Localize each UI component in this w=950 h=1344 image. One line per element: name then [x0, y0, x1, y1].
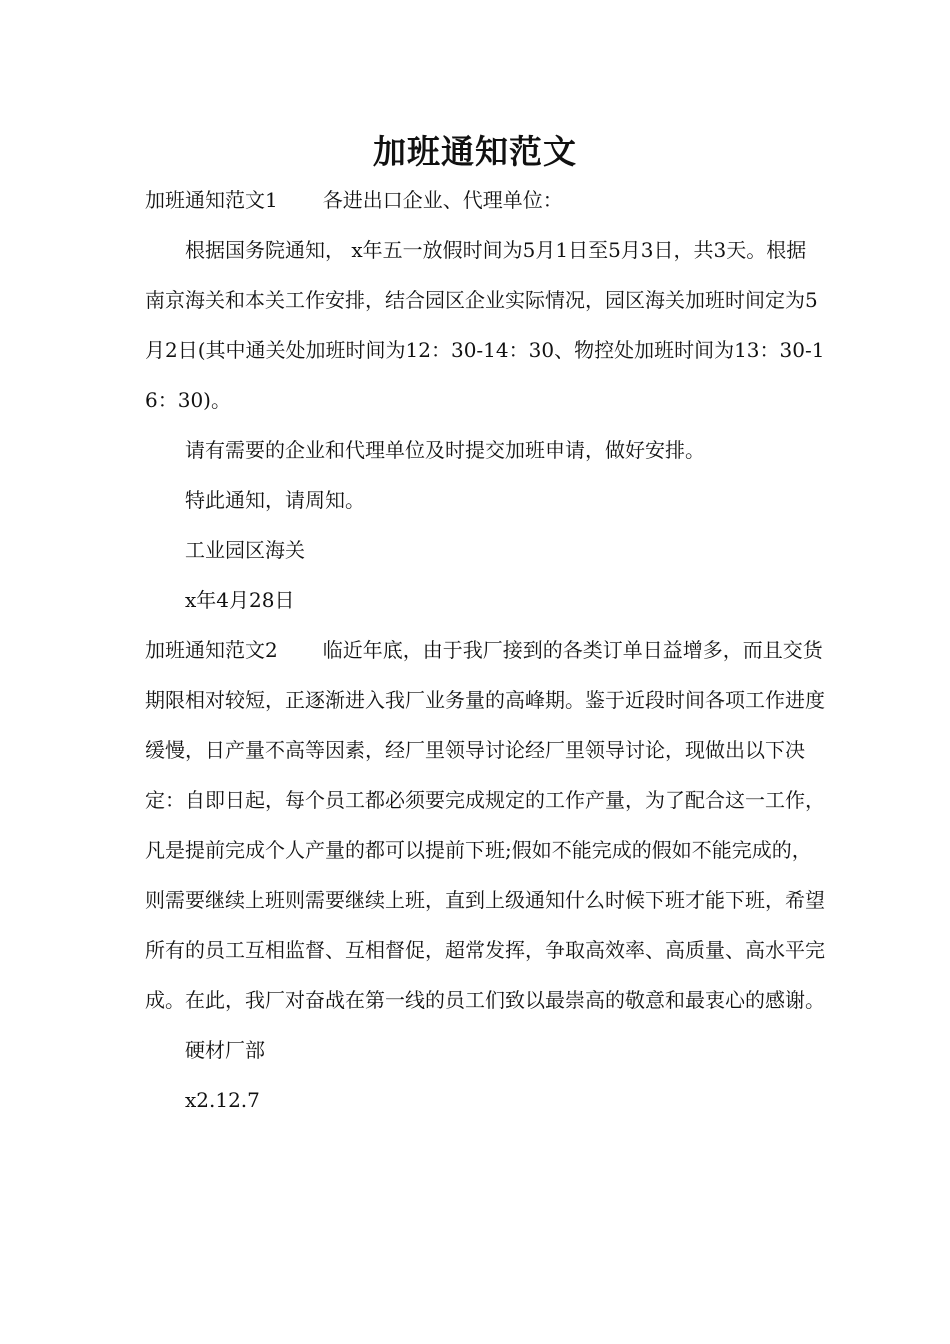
section2-paragraph-1 [145, 625, 825, 1025]
section1-heading: 加班通知范文1 [145, 188, 278, 212]
section1-paragraph-2: 请有需要的企业和代理单位及时提交加班申请，做好安排。 [185, 438, 705, 462]
section1-paragraph-3: 特此通知，请周知。 [185, 488, 365, 512]
section1-salutation: 各进出口企业、代理单位： [322, 188, 563, 212]
document-body [145, 175, 825, 1125]
section1-paragraph-1: 根据国务院通知， x年五一放假时间为5月1日至5月3日，共3天。根据南京海关和本关工作安排，结合园区企业实际情况，园区海关加班时间定为5月2日(其中通关处加班时间为12：30-14：30、物控处加班时间为13：30-16：30)。 [145, 238, 825, 412]
document-title: 加班通知范文 [373, 132, 577, 171]
section1-signature: 工业园区海关 [185, 538, 305, 562]
section1-date: x年4月28日 [185, 588, 295, 612]
section2-heading: 加班通知范文2 [145, 638, 278, 662]
section2-date: x2.12.7 [185, 1088, 260, 1112]
section2-signature: 硬材厂部 [185, 1038, 265, 1062]
section2-paragraph-text: 临近年底，由于我厂接到的各类订单日益增多，而且交货期限相对较短，正逐渐进入我厂业务量的高峰期。鉴于近段时间各项工作进度缓慢，日产量不高等因素，经厂里领导讨论经厂里领导讨论，现做出以下决定：自即日起，每个员工都必须要完成规定的工作产量，为了配合这一工作，凡是提前完成个人产量的都可以提前下班;假如不能完成的假如不能完成的，则需要继续上班则需要继续上班，直到上级通知什么时候下班才能下班，希望所有的员工互相监督、互相督促，超常发挥，争取高效率、高质量、高水平完成。在此，我厂对奋战在第一线的员工们致以最崇高的敬意和最衷心的感谢。 [145, 638, 825, 1012]
section1-heading-line [145, 175, 825, 225]
